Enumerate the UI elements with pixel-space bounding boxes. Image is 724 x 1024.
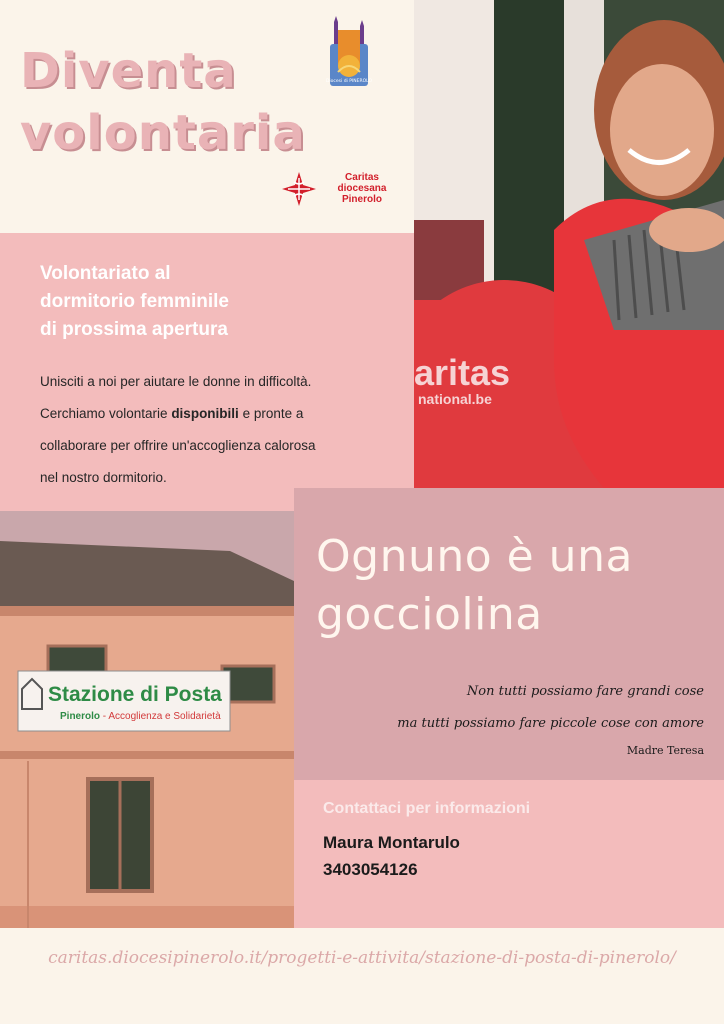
description-text: e pronte a xyxy=(238,406,304,421)
footer-panel xyxy=(0,928,724,1024)
quote-author: Madre Teresa xyxy=(626,744,704,757)
subtitle-line-1: Volontariato al xyxy=(40,263,171,284)
contact-name: Maura Montarulo xyxy=(323,833,460,852)
diocese-logo-text: Diocesi di PINEROLO xyxy=(326,79,372,84)
description-line-1: Unisciti a noi per aiutare le donne in difficoltà. xyxy=(40,374,312,389)
quote-line-2: ma tutti possiamo fare piccole cose con amore xyxy=(397,716,704,731)
sign-subtitle xyxy=(60,711,221,722)
caritas-cross-icon xyxy=(280,170,318,208)
subtitle xyxy=(40,260,400,344)
description-bold: disponibili xyxy=(171,406,239,421)
slogan-line-2: gocciolina xyxy=(316,589,543,640)
diocese-logo xyxy=(326,16,372,94)
shirt-subtext: national.be xyxy=(418,391,492,407)
description-line-2 xyxy=(40,398,410,430)
caritas-name-line-1: Caritas xyxy=(345,172,379,183)
contact-phone: 3403054126 xyxy=(323,860,418,879)
quote xyxy=(324,676,704,762)
description-line-3: collaborare per offrire un'accoglienza calorosa xyxy=(40,438,316,453)
volunteers-photo xyxy=(414,0,724,488)
sign-town: Pinerolo xyxy=(60,711,101,722)
caritas-logo xyxy=(280,170,400,210)
contact-title: Contattaci per informazioni xyxy=(323,800,531,817)
slogan xyxy=(316,528,716,644)
slogan-line-1: Ognuno è una xyxy=(316,531,633,582)
caritas-name-line-3: Pinerolo xyxy=(341,194,382,205)
subtitle-line-3: di prossima apertura xyxy=(40,319,228,340)
headline-line-2: volontaria xyxy=(20,105,306,161)
shirt-text: aritas xyxy=(414,352,511,393)
description-line-4: nel nostro dormitorio. xyxy=(40,470,167,485)
description xyxy=(40,366,410,494)
sign-title: Stazione di Posta xyxy=(48,683,222,706)
website-link[interactable]: caritas.diocesipinerolo.it/progetti-e-attivita/stazione-di-posta-di-pinerolo/ xyxy=(48,948,676,968)
sign-rest: - Accoglienza e Solidarietà xyxy=(100,711,221,722)
building-photo xyxy=(0,511,294,928)
caritas-name xyxy=(324,172,400,205)
description-text: Cerchiamo volontarie xyxy=(40,406,172,421)
quote-line-1: Non tutti possiamo fare grandi cose xyxy=(466,684,704,699)
headline-line-1: Diventa xyxy=(20,43,237,99)
caritas-name-line-2: diocesana xyxy=(337,183,387,194)
subtitle-line-2: dormitorio femminile xyxy=(40,291,229,312)
